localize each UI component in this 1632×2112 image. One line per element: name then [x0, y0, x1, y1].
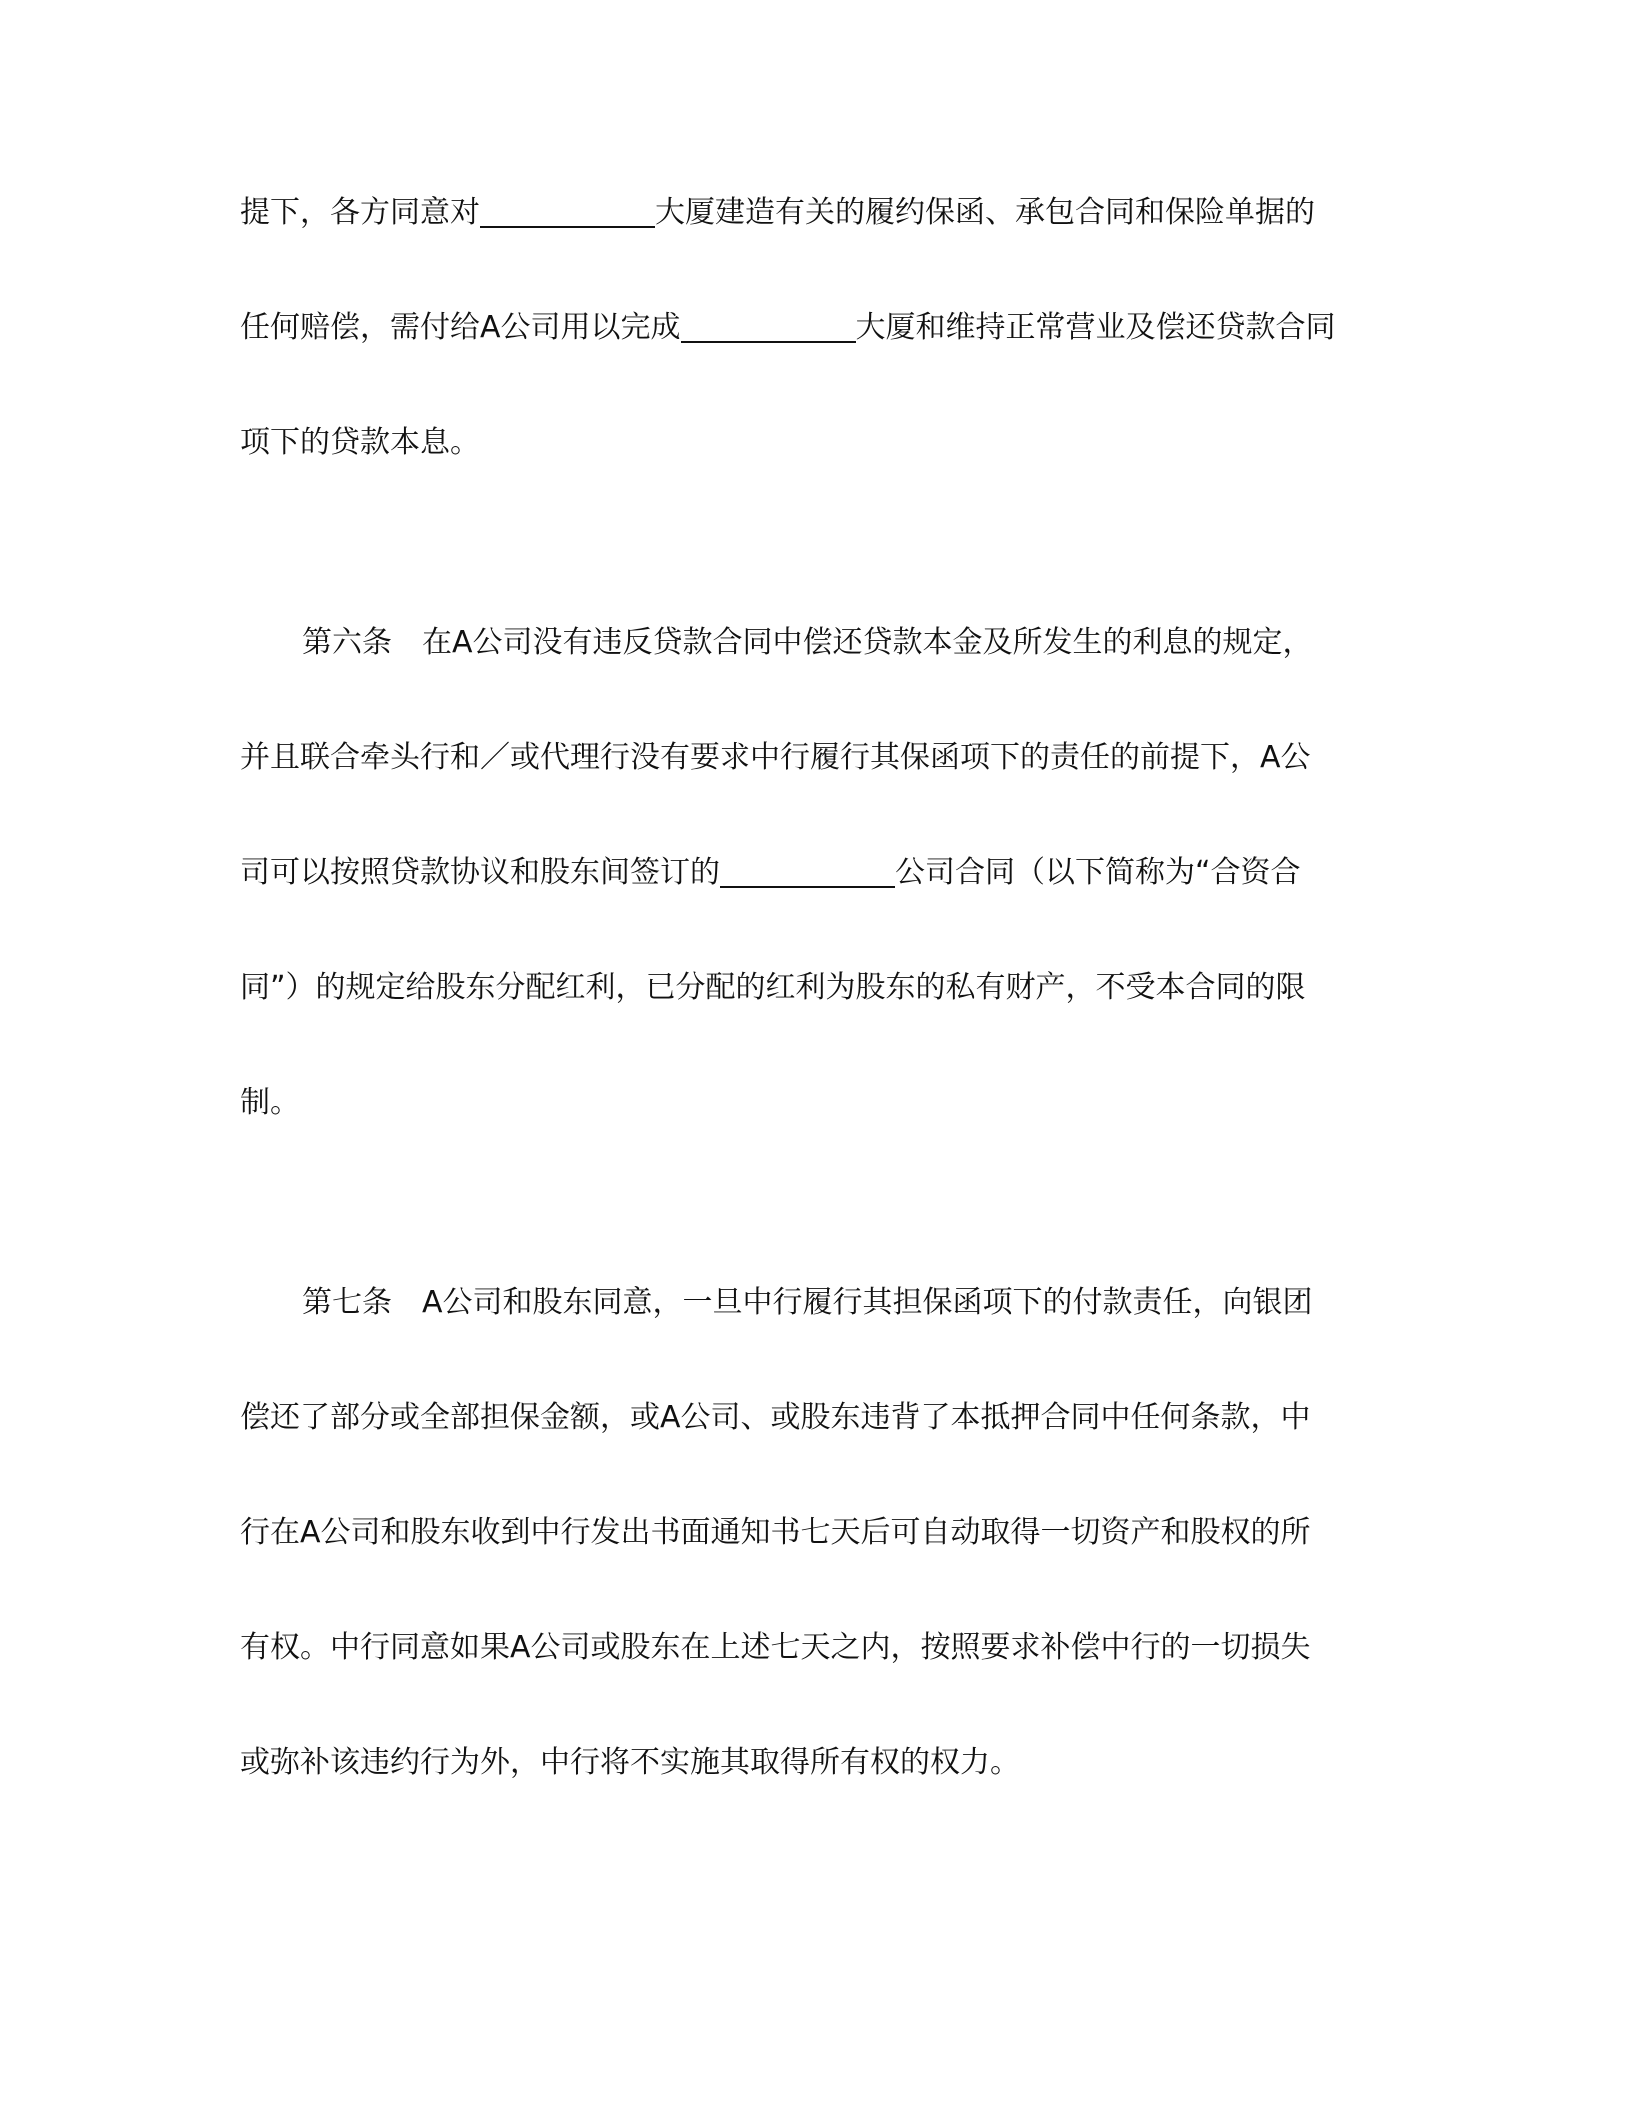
paragraph-line [240, 308, 1336, 348]
text-segment: 有权。中行同意如果A公司或股东在上述七天之内，按照要求补偿中行的一切损失 [240, 1630, 1311, 1665]
paragraph-line [240, 423, 480, 463]
fill-in-blank [480, 196, 655, 228]
text-segment: 制。 [240, 1085, 300, 1120]
text-segment: 提下，各方同意对 [240, 195, 480, 230]
paragraph-line [302, 1283, 1313, 1323]
text-segment: 公司合同（以下简称为“合资合 [895, 855, 1301, 890]
paragraph-line [240, 1743, 1020, 1783]
article-7-label: 第七条 [302, 1285, 392, 1320]
paragraph-line [302, 623, 1313, 663]
text-segment: 偿还了部分或全部担保金额，或A公司、或股东违背了本抵押合同中任何条款，中 [240, 1400, 1311, 1435]
text-segment: 同”）的规定给股东分配红利，已分配的红利为股东的私有财产，不受本合同的限 [240, 970, 1306, 1005]
text-segment: 或弥补该违约行为外，中行将不实施其取得所有权的权力。 [240, 1745, 1020, 1780]
text-segment: 并且联合牵头行和／或代理行没有要求中行履行其保函项下的责任的前提下，A公 [240, 740, 1311, 775]
paragraph-line [240, 1398, 1311, 1438]
paragraph-line [240, 1513, 1311, 1553]
article-6-label: 第六条 [302, 625, 392, 660]
paragraph-line [240, 853, 1301, 893]
paragraph-line [240, 968, 1306, 1008]
text-segment: 项下的贷款本息。 [240, 425, 480, 460]
text-segment: 行在A公司和股东收到中行发出书面通知书七天后可自动取得一切资产和股权的所 [240, 1515, 1311, 1550]
text-segment: 在A公司没有违反贷款合同中偿还贷款本金及所发生的利息的规定， [422, 625, 1313, 660]
fill-in-blank [681, 311, 856, 343]
paragraph-line [240, 1083, 300, 1123]
paragraph-line [240, 738, 1311, 778]
paragraph-line [240, 1628, 1311, 1668]
text-segment: 任何赔偿，需付给A公司用以完成 [240, 310, 681, 345]
text-segment: A公司和股东同意，一旦中行履行其担保函项下的付款责任，向银团 [422, 1285, 1313, 1320]
fill-in-blank [720, 856, 895, 888]
text-segment: 司可以按照贷款协议和股东间签订的 [240, 855, 720, 890]
paragraph-line [240, 193, 1315, 233]
text-segment: 大厦建造有关的履约保函、承包合同和保险单据的 [655, 195, 1315, 230]
text-segment: 大厦和维持正常营业及偿还贷款合同 [855, 310, 1336, 345]
